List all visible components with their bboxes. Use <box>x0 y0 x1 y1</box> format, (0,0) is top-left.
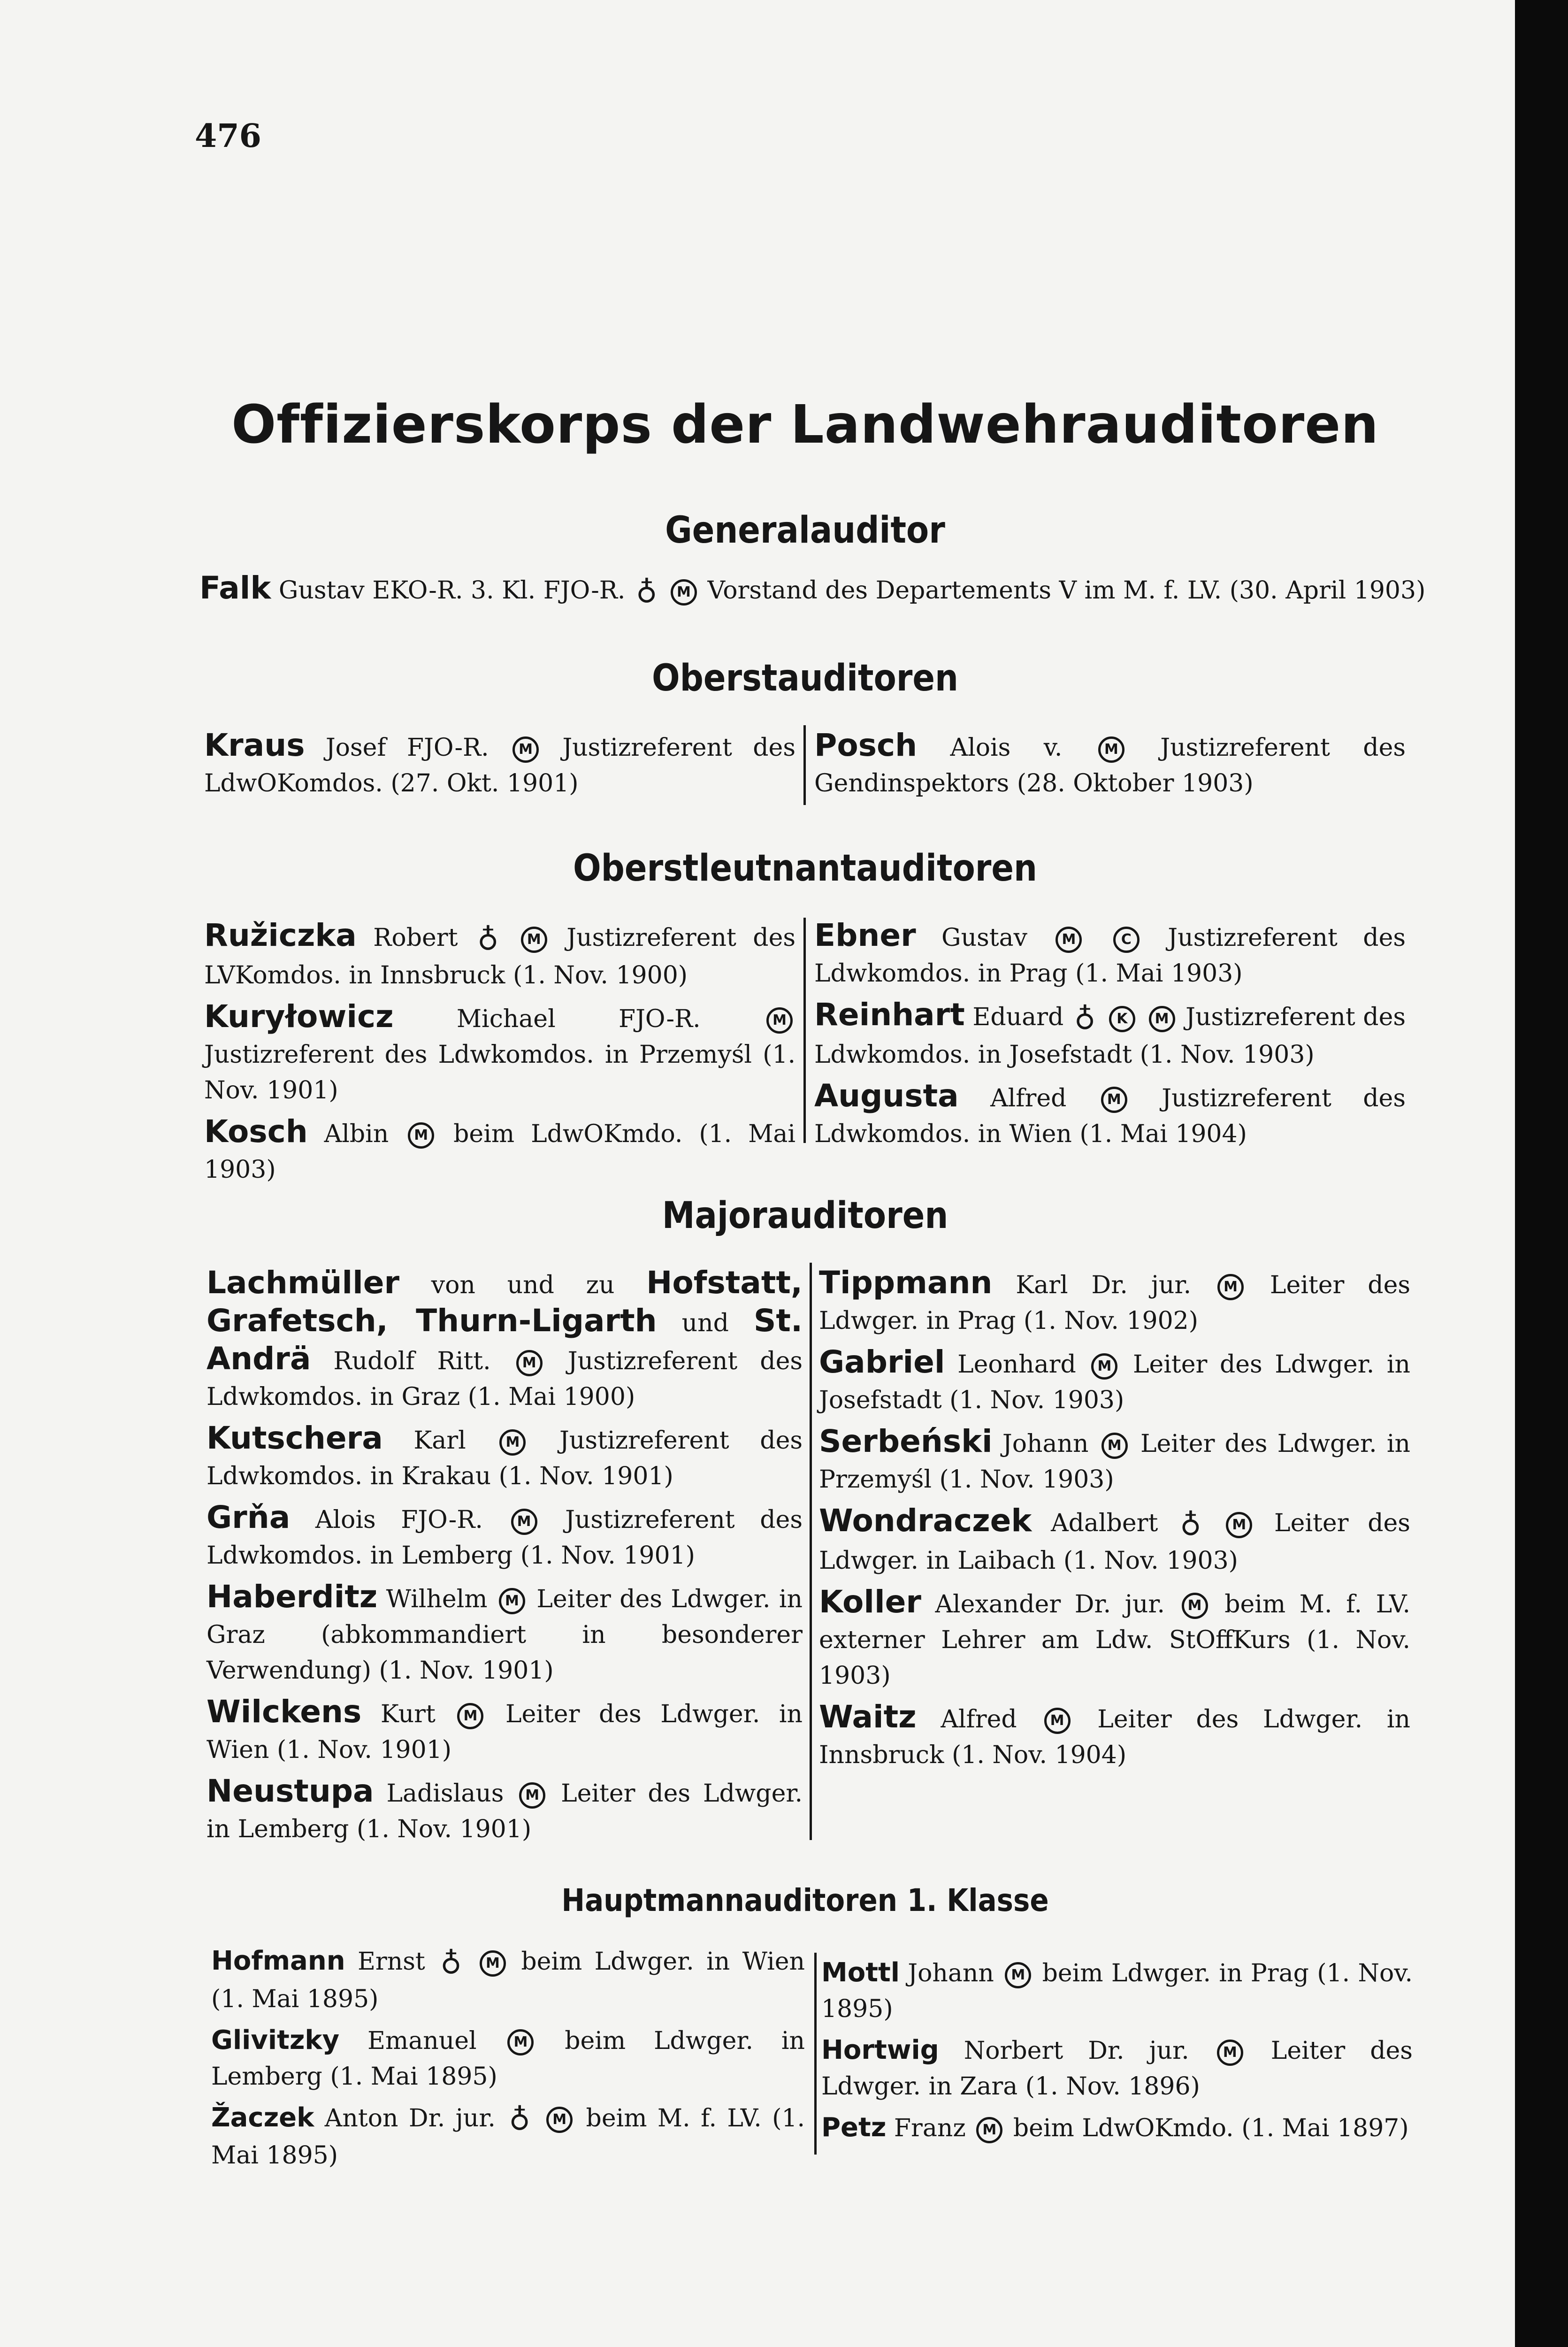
entry-hortwig <box>821 2033 1413 2104</box>
entry-koller <box>819 1584 1410 1694</box>
m-mark-icon: M <box>1044 1708 1071 1734</box>
column-divider <box>810 1263 812 1840</box>
m-mark-icon: M <box>1005 1962 1031 1988</box>
entry-text: Rudolf Ritt. <box>333 1347 491 1375</box>
entry-posch <box>814 728 1406 801</box>
entry-text: Adalbert <box>1051 1509 1158 1537</box>
column-right <box>814 728 1406 807</box>
heading-oberstleutnantauditoren: Oberstleutnantauditoren <box>573 847 1037 890</box>
entry-text: Gustav EKO-R. 3. Kl. FJO-R. <box>278 576 626 605</box>
entry-text: Leiter des Ldwger. in Innsbruck (1. Nov. 1904) <box>819 1705 1411 1769</box>
entry-ruziczka <box>204 918 795 993</box>
entry-name: Haberditz <box>207 1579 378 1615</box>
decoration-icon: ♁ <box>1180 1507 1201 1542</box>
entry-text: Justizreferent des Ldwkomdos. in Josefstadt (1. Nov. 1903) <box>814 1003 1406 1069</box>
entry-kutschera <box>207 1420 803 1494</box>
m-mark-icon: M <box>1149 1006 1175 1032</box>
entry-text: von und zu <box>431 1271 615 1299</box>
entry-serbenski <box>819 1424 1410 1497</box>
entry-text: Josef FJO-R. <box>325 734 489 762</box>
entry-falk <box>199 570 1425 610</box>
entry-text: Anton Dr. jur. <box>324 2104 496 2132</box>
decoration-icon: ♁ <box>1074 1001 1096 1036</box>
entry-waitz <box>819 1699 1410 1773</box>
entry-text: Leiter des Ldwger. in Josefstadt (1. Nov. 1903) <box>819 1350 1411 1414</box>
entry-name: Žaczek <box>211 2102 314 2133</box>
entry-name: Glivitzky <box>211 2025 340 2056</box>
m-mark-icon: M <box>1091 1353 1117 1380</box>
m-mark-icon: M <box>1217 1274 1244 1300</box>
entry-text: Emanuel <box>367 2026 477 2055</box>
entry-hofmann <box>211 1943 805 2017</box>
entry-text: Karl <box>413 1427 466 1455</box>
m-mark-icon: M <box>511 1509 537 1535</box>
entry-reinhart <box>814 997 1406 1073</box>
entry-text: Leiter des Ldwger. in Przemyśl (1. Nov. 1903) <box>819 1430 1411 1494</box>
entry-petz <box>821 2110 1413 2146</box>
entry-text: Justizreferent des Ldwkomdos. in Wien (1. Mai 1904) <box>814 1084 1406 1148</box>
entry-text: Alois FJO-R. <box>315 1506 483 1534</box>
k-mark-icon: K <box>1109 1006 1135 1032</box>
entry-text: Leiter des Ldwger. in Zara (1. Nov. 1896) <box>821 2037 1413 2101</box>
entry-neustupa <box>207 1773 803 1847</box>
entry-text: Leiter des Ldwger. in Prag (1. Nov. 1902) <box>819 1271 1411 1335</box>
entry-text: Michael FJO-R. <box>456 1005 701 1033</box>
entry-text: Johann <box>1002 1430 1089 1458</box>
entry-haberditz <box>207 1579 803 1688</box>
m-mark-icon: M <box>516 1350 543 1376</box>
entry-text: Kurt <box>380 1700 436 1728</box>
m-mark-icon: M <box>512 736 539 763</box>
entry-text: Ladislaus <box>386 1779 504 1808</box>
entry-name: Tippmann <box>819 1265 993 1301</box>
entry-lachmueller <box>207 1265 803 1415</box>
column-divider <box>803 918 806 1143</box>
entry-text: beim Ldwger. in Prag (1. Nov. 1895) <box>821 1959 1413 2023</box>
entry-text: Justizreferent des Ldwkomdos. in Krakau (1. Nov. 1901) <box>207 1427 803 1490</box>
column-left <box>204 728 795 807</box>
m-mark-icon: M <box>408 1122 434 1149</box>
entry-text: Alois v. <box>950 734 1063 762</box>
m-mark-icon: M <box>671 579 697 606</box>
m-mark-icon: M <box>766 1007 793 1034</box>
entry-text: und <box>681 1309 729 1337</box>
entry-text: beim M. f. LV. externer Lehrer am Ldw. StOffKurs (1. Nov. 1903) <box>819 1590 1411 1690</box>
entry-text: Robert <box>373 924 458 952</box>
m-mark-icon: M <box>1182 1593 1208 1619</box>
entry-name: Hofmann <box>211 1946 345 1976</box>
entry-text: Justizreferent des Ldwkomdos. in Prag (1. Mai 1903) <box>814 924 1406 988</box>
entry-name: Gabriel <box>819 1344 945 1380</box>
entry-name: Ružiczka <box>204 917 357 953</box>
heading-hauptmannauditoren: Hauptmannauditoren 1. Klasse <box>561 1882 1049 1918</box>
entry-text: Vorstand des Departements V im M. f. LV. (30. April 1903) <box>707 576 1426 605</box>
entry-name: Reinhart <box>814 997 965 1033</box>
entry-text: beim Ldwger. in Wien (1. Mai 1895) <box>211 1948 805 2013</box>
entry-text: beim Ldwger. in Lemberg (1. Mai 1895) <box>211 2026 805 2091</box>
heading-oberstauditoren: Oberstauditoren <box>652 657 958 699</box>
entry-name: Ebner <box>814 917 916 953</box>
entry-kosch <box>204 1114 795 1188</box>
entry-wondraczek <box>819 1503 1410 1579</box>
entry-text: Karl Dr. jur. <box>1016 1271 1192 1299</box>
m-mark-icon: M <box>499 1588 525 1614</box>
entry-name: Neustupa <box>207 1773 374 1809</box>
entry-kurylowicz <box>204 999 795 1108</box>
decoration-icon: ♁ <box>477 922 499 957</box>
entry-name: Kutschera <box>207 1420 383 1456</box>
entry-text: beim LdwOKmdo. (1. Mai 1897) <box>1013 2114 1409 2142</box>
m-mark-icon: M <box>1217 2040 1243 2066</box>
m-mark-icon: M <box>1056 927 1082 953</box>
m-mark-icon: M <box>976 2117 1002 2143</box>
decoration-icon: ♁ <box>440 1946 462 1980</box>
m-mark-icon: M <box>1226 1512 1252 1538</box>
decoration-icon: ♁ <box>635 575 658 609</box>
entry-text: Gustav <box>941 924 1028 952</box>
entry-text: beim LdwOKmdo. (1. Mai 1903) <box>204 1120 796 1184</box>
entry-mottl <box>821 1955 1413 2027</box>
entry-text: Leiter des Ldwger. in Lemberg (1. Nov. 1901) <box>207 1779 803 1843</box>
entry-text: Leiter des Ldwger. in Graz (abkommandiert in besonderer Verwendung) (1. Nov. 1901) <box>207 1585 803 1685</box>
m-mark-icon: M <box>521 927 547 953</box>
entry-text: Justizreferent des Ldwkomdos. in Graz (1. Mai 1900) <box>207 1347 803 1411</box>
entry-text: Alfred <box>990 1084 1067 1112</box>
entry-name: Hortwig <box>821 2035 939 2065</box>
entry-text: Leiter des Ldwger. in Wien (1. Nov. 1901) <box>207 1700 803 1764</box>
decoration-icon: ♁ <box>509 2102 530 2137</box>
entry-name: Petz <box>821 2112 887 2143</box>
entry-name: Hofstatt, Grafetsch, Thurn-Ligarth <box>207 1265 803 1339</box>
entry-tippmann <box>819 1265 1410 1339</box>
entry-text: Justizreferent des Ldwkomdos. in Lemberg (1. Nov. 1901) <box>207 1506 803 1570</box>
m-mark-icon: M <box>480 1950 506 1977</box>
entry-gabriel <box>819 1344 1410 1418</box>
entry-text: Wilhelm <box>386 1585 488 1613</box>
page-number: 476 <box>195 117 261 155</box>
entry-text: Alfred <box>941 1705 1017 1733</box>
m-mark-icon: M <box>1098 736 1124 763</box>
entry-name: Falk <box>199 570 271 606</box>
entry-text: Alexander Dr. jur. <box>935 1590 1165 1618</box>
m-mark-icon: M <box>1101 1433 1128 1459</box>
page-edge <box>1515 0 1568 2347</box>
entry-grna <box>207 1500 803 1573</box>
entry-zaczek <box>211 2100 805 2174</box>
entry-text: Justizreferent des LdwOKomdos. (27. Okt. 1901) <box>204 734 795 798</box>
entry-name: Kosch <box>204 1113 308 1150</box>
column-left <box>204 918 795 1193</box>
column-right <box>819 1265 1410 1779</box>
entry-ebner <box>814 918 1406 991</box>
entry-text: Franz <box>894 2114 966 2142</box>
entry-name: Kuryłowicz <box>204 998 394 1035</box>
heading-majorauditoren: Majorauditoren <box>662 1195 948 1237</box>
column-left <box>211 1943 805 2179</box>
entry-name: Wilckens <box>207 1694 362 1730</box>
m-mark-icon: M <box>546 2107 573 2133</box>
entry-wilckens <box>207 1694 803 1768</box>
entry-text: Leiter des Ldwger. in Laibach (1. Nov. 1903) <box>819 1509 1410 1575</box>
entry-text: Eduard <box>972 1003 1064 1031</box>
entry-name: Grňa <box>207 1499 291 1535</box>
entry-text: Ernst <box>357 1948 425 1976</box>
entry-name: Koller <box>819 1583 921 1620</box>
m-mark-icon: M <box>507 2029 534 2056</box>
entry-name: Waitz <box>819 1698 917 1735</box>
entry-name: Serbeński <box>819 1423 993 1459</box>
entry-name: Lachmüller <box>207 1265 400 1301</box>
m-mark-icon: M <box>1101 1087 1127 1113</box>
entry-text: Norbert Dr. jur. <box>964 2037 1189 2065</box>
entry-text: Albin <box>324 1120 389 1148</box>
entry-text: Leonhard <box>957 1350 1076 1379</box>
entry-name: Kraus <box>204 727 305 763</box>
entry-text: Justizreferent des Ldwkomdos. in Przemyśl (1. Nov. 1901) <box>204 1040 795 1104</box>
entry-augusta <box>814 1078 1406 1152</box>
heading-generalauditor: Generalauditor <box>665 509 945 552</box>
entry-name: St. Andrä <box>207 1303 803 1377</box>
entry-glivitzky <box>211 2023 805 2094</box>
column-left <box>207 1265 803 1853</box>
entry-name: Posch <box>814 727 918 763</box>
c-mark-icon: C <box>1113 927 1140 953</box>
m-mark-icon: M <box>457 1703 483 1729</box>
entry-kraus <box>204 728 795 801</box>
entry-name: Mottl <box>821 1957 900 1988</box>
column-right <box>814 918 1406 1158</box>
entry-text: Johann <box>908 1959 994 1987</box>
m-mark-icon: M <box>519 1782 545 1809</box>
entry-name: Augusta <box>814 1077 959 1114</box>
m-mark-icon: M <box>499 1429 526 1456</box>
page-title: Offizierskorps der Landwehrauditoren <box>231 394 1379 455</box>
entry-text: Justizreferent des LVKomdos. in Innsbruck (1. Nov. 1900) <box>204 924 796 989</box>
column-right <box>821 1955 1413 2152</box>
entry-text: beim M. f. LV. (1. Mai 1895) <box>211 2104 805 2170</box>
entry-text: Justizreferent des Gendinspektors (28. Oktober 1903) <box>814 734 1406 798</box>
column-divider <box>814 1953 817 2155</box>
entry-name: Wondraczek <box>819 1503 1032 1539</box>
column-divider <box>803 725 806 805</box>
